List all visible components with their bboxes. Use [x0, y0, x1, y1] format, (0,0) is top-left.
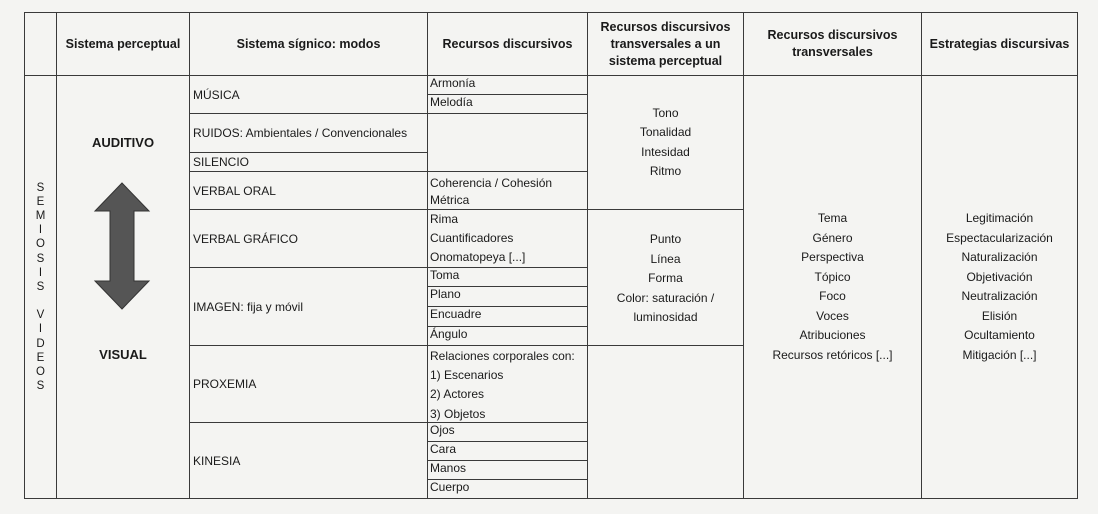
transversal-auditivo-cell [587, 75, 744, 210]
transversal-item: Voces [816, 308, 849, 323]
recurso-coherencia [427, 171, 588, 210]
recurso-cara: Cara [427, 441, 588, 461]
estrategia-item: Legitimación [965, 211, 1034, 225]
recurso-actores: 2) Actores [430, 387, 485, 402]
perceptual-auditivo: AUDITIVO [91, 135, 155, 150]
modo-imagen: IMAGEN: fija y móvil [189, 267, 428, 346]
transversal-item: Tema [817, 211, 848, 225]
recurso-plano: Plano [427, 286, 588, 307]
modo-verbal-grafico: VERBAL GRÁFICO [189, 209, 428, 268]
recurso-objetos: 3) Objetos [430, 406, 486, 421]
side-label-semiosis-videos [24, 75, 57, 499]
estrategia-item: Ocultamiento [964, 328, 1035, 342]
estrategia-item: Naturalización [961, 250, 1038, 264]
side-label-letter: S [36, 252, 45, 265]
transversal-visual-cell [587, 209, 744, 346]
recurso-cuerpo: Cuerpo [427, 479, 588, 499]
perceptual-column [56, 75, 190, 499]
side-label-letter: I [38, 224, 43, 237]
side-label-letter: M [35, 209, 46, 222]
transversales-cell [743, 75, 922, 499]
header-recursos-transversales: Recursos discursivos transversales [743, 12, 922, 76]
modo-verbal-oral: VERBAL ORAL [189, 171, 428, 210]
transversal-item: Atribuciones [799, 328, 866, 342]
transversal-visual-item: Forma [648, 271, 683, 285]
side-label-letter: E [36, 195, 45, 208]
transversal-auditivo-item: Ritmo [649, 164, 682, 178]
modo-silencio: SILENCIO [189, 152, 428, 172]
transversal-auditivo-item: Tono [652, 105, 679, 120]
estrategias-cell [921, 75, 1078, 499]
recurso-empty-auditivo [427, 113, 588, 172]
transversal-item: Género [812, 230, 853, 245]
transversal-item: Perspectiva [801, 250, 864, 264]
estrategia-item: Neutralización [961, 289, 1038, 303]
double-arrow-icon [92, 181, 152, 311]
recurso-melodia: Melodía [427, 94, 588, 114]
side-label-letter: D [36, 337, 45, 350]
recurso-relaciones: Relaciones corporales con: [430, 349, 575, 363]
estrategia-item: Objetivación [966, 269, 1033, 284]
recurso-verbal-grafico [427, 209, 588, 268]
header-recursos-discursivos: Recursos discursivos [427, 12, 588, 76]
side-label-letter: S [36, 280, 45, 293]
modo-kinesia: KINESIA [189, 422, 428, 499]
header-recursos-transversales-uno: Recursos discursivos transversales a un sistema perceptual [587, 12, 744, 76]
modo-ruidos: RUIDOS: Ambientales / Convencionales [189, 113, 428, 153]
estrategia-item: Espectacularización [946, 230, 1053, 245]
recurso-proxemia [427, 345, 588, 423]
side-label-letter: V [36, 309, 45, 322]
side-label-letter: I [38, 266, 43, 279]
recurso-escenarios: 1) Escenarios [430, 368, 504, 383]
recurso-armonia: Armonía [427, 75, 588, 95]
recurso-onomatopeya: Onomatopeya [...] [430, 250, 526, 264]
transversal-item: Foco [819, 289, 846, 303]
estrategia-item: Mitigación [...] [962, 347, 1037, 362]
transversal-item: Tópico [814, 269, 851, 284]
side-label-letter: O [36, 238, 45, 251]
transversal-auditivo-item: Tonalidad [639, 125, 692, 139]
side-label-letter: E [36, 351, 45, 364]
transversal-visual-item: Color: saturación / [616, 290, 715, 305]
transversal-visual-item: Punto [649, 232, 682, 246]
recurso-encuadre: Encuadre [427, 306, 588, 327]
recurso-ojos: Ojos [427, 422, 588, 442]
recurso-cuantificadores: Cuantificadores [430, 231, 514, 245]
transversal-empty-cell [587, 345, 744, 499]
recurso-manos: Manos [427, 460, 588, 480]
side-label-letter: O [36, 366, 45, 379]
modo-proxemia: PROXEMIA [189, 345, 428, 423]
side-label-letter: S [36, 181, 45, 194]
transversal-visual-item: Línea [650, 251, 681, 266]
transversal-item: Recursos retóricos [...] [772, 347, 893, 362]
transversal-auditivo-item: Intesidad [641, 144, 690, 159]
recurso-metrica-text: Métrica [430, 193, 470, 207]
recurso-angulo: Ángulo [427, 326, 588, 346]
header-sistema-signico: Sistema sígnico: modos [189, 12, 428, 76]
recurso-rima: Rima [430, 212, 459, 226]
header-sistema-perceptual: Sistema perceptual [56, 12, 190, 76]
side-label-letter: S [36, 380, 45, 393]
side-label-letter: I [38, 323, 43, 336]
estrategia-item: Elisión [981, 308, 1018, 323]
recurso-toma: Toma [427, 267, 588, 287]
header-estrategias: Estrategias discursivas [921, 12, 1078, 76]
modo-musica: MÚSICA [189, 75, 428, 114]
header-blank-cell [24, 12, 57, 76]
transversal-visual-item: luminosidad [633, 310, 698, 324]
perceptual-visual: VISUAL [99, 347, 147, 362]
recurso-coherencia-text: Coherencia / Cohesión [430, 176, 553, 190]
